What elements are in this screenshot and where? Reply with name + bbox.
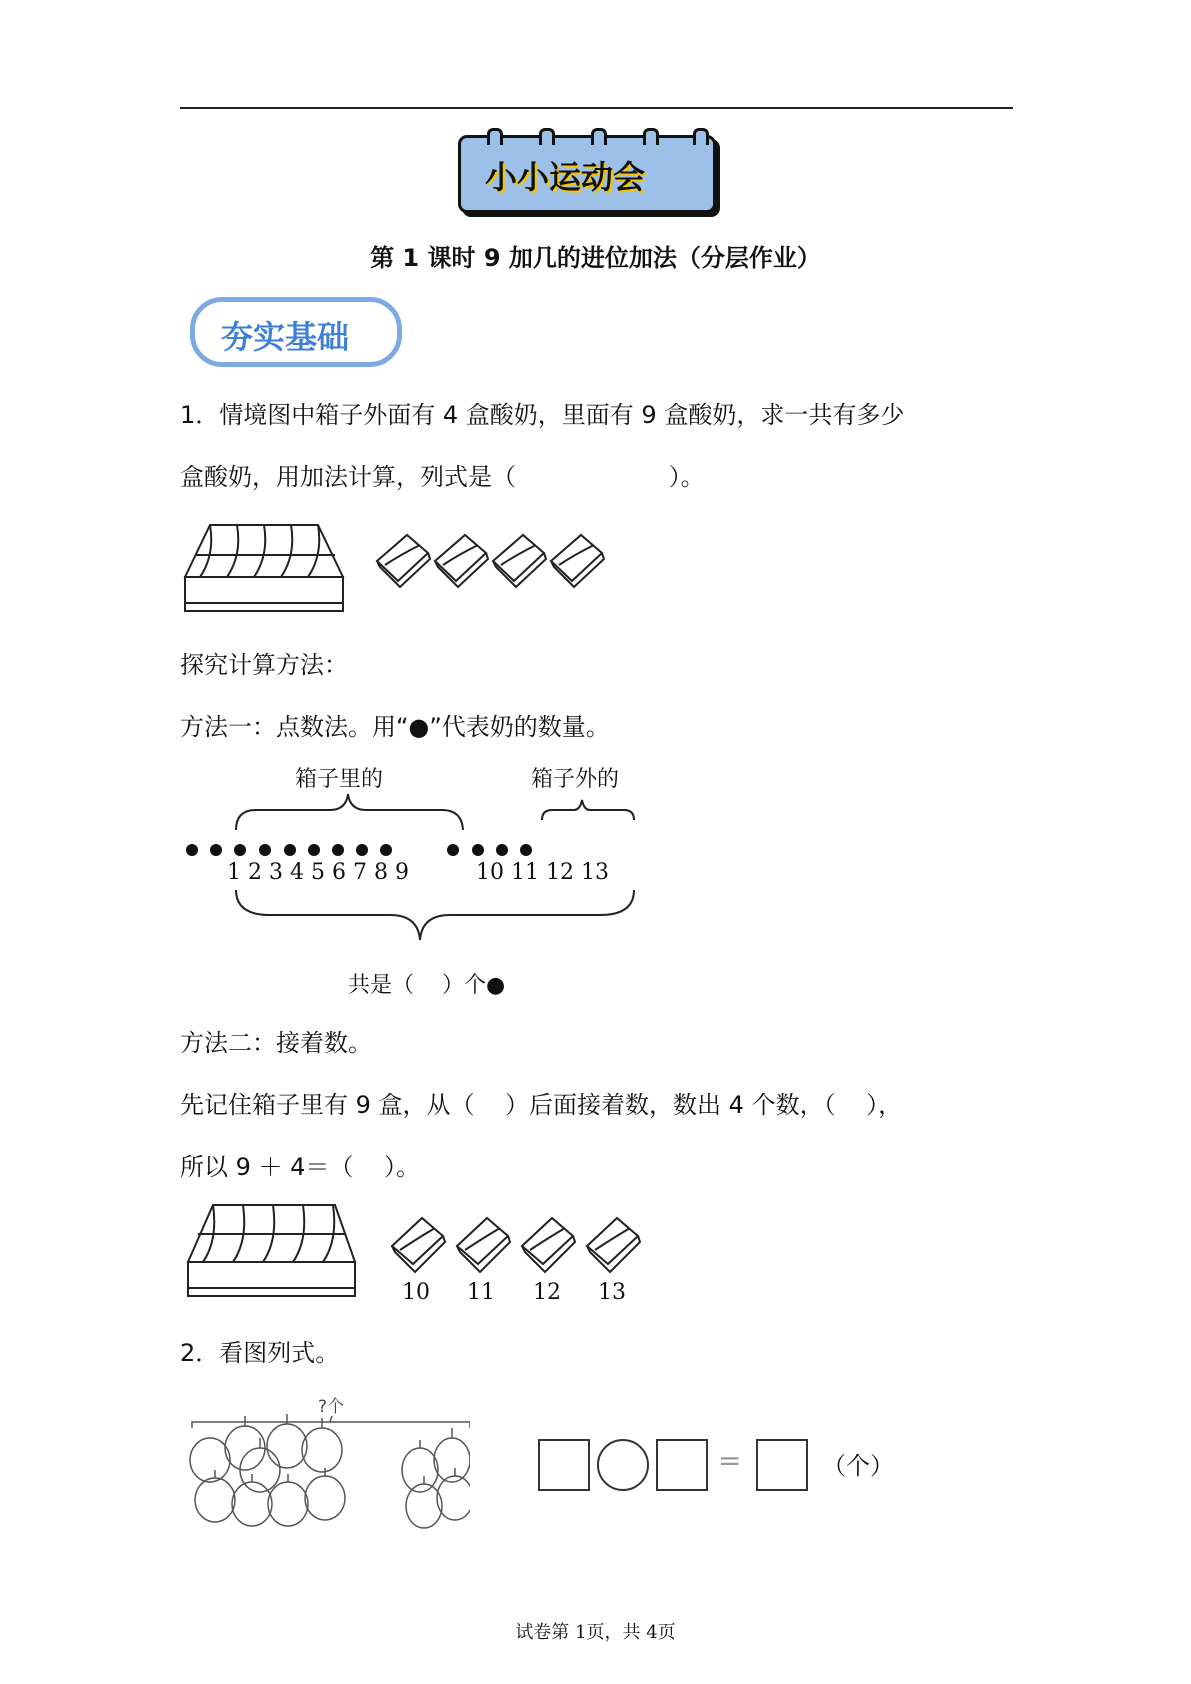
answer-box bbox=[757, 1440, 807, 1490]
header-rule bbox=[180, 107, 1013, 109]
pack-number-12: 12 bbox=[533, 1280, 561, 1305]
section-badge bbox=[190, 297, 402, 367]
q1-line2: 盒酸奶，用加法计算，列式是（ ）。 bbox=[180, 463, 705, 491]
inside-brace bbox=[236, 794, 463, 830]
q1-line1: 1．情境图中箱子外面有 4 盒酸奶，里面有 9 盒酸奶，求一共有多少 bbox=[180, 401, 905, 429]
page-footer: 试卷第 1页，共 4页 bbox=[515, 1622, 676, 1643]
equals-sign: = bbox=[718, 1444, 742, 1477]
count-numbers-outside: 10 11 12 13 bbox=[476, 860, 609, 885]
pack-number-10: 10 bbox=[402, 1280, 430, 1305]
title-badge bbox=[458, 135, 716, 213]
yogurt-box-illustration bbox=[180, 515, 620, 620]
inside-label: 箱子里的 bbox=[295, 767, 384, 792]
method2-line2: 所以 9 ＋ 4＝（ ）。 bbox=[180, 1153, 420, 1181]
outside-brace bbox=[542, 800, 634, 820]
method2-line1: 先记住箱子里有 9 盒，从（ ）后面接着数，数出 4 个数，（ ）， bbox=[180, 1091, 903, 1119]
unit-label: （个） bbox=[822, 1452, 894, 1480]
method2-heading: 方法二：接着数。 bbox=[180, 1029, 372, 1057]
q2-label: 2．看图列式。 bbox=[180, 1339, 340, 1367]
outside-label: 箱子外的 bbox=[531, 767, 620, 792]
explore-heading: 探究计算方法： bbox=[180, 651, 348, 679]
lesson-subtitle: 第 1 课时 9 加几的进位加法（分层作业） bbox=[370, 244, 821, 272]
method1-text: 方法一：点数法。用“●”代表奶的数量。 bbox=[180, 713, 610, 741]
apples-illustration bbox=[180, 1410, 470, 1535]
badge-title: 小小运动会 bbox=[485, 158, 646, 196]
pack-number-13: 13 bbox=[598, 1280, 626, 1305]
pack-number-11: 11 bbox=[467, 1280, 495, 1305]
blank-box-1 bbox=[539, 1440, 589, 1490]
equation-template bbox=[535, 1432, 815, 1492]
operator-circle bbox=[598, 1440, 648, 1490]
blank-box-2 bbox=[657, 1440, 707, 1490]
section-badge-label: 夯实基础 bbox=[221, 318, 350, 356]
total-label: 共是（ ）个● bbox=[348, 973, 506, 998]
count-numbers: 1 2 3 4 5 6 7 8 9 bbox=[227, 860, 409, 885]
total-brace bbox=[236, 890, 634, 940]
apple-brace-label: ?个 bbox=[318, 1397, 345, 1417]
